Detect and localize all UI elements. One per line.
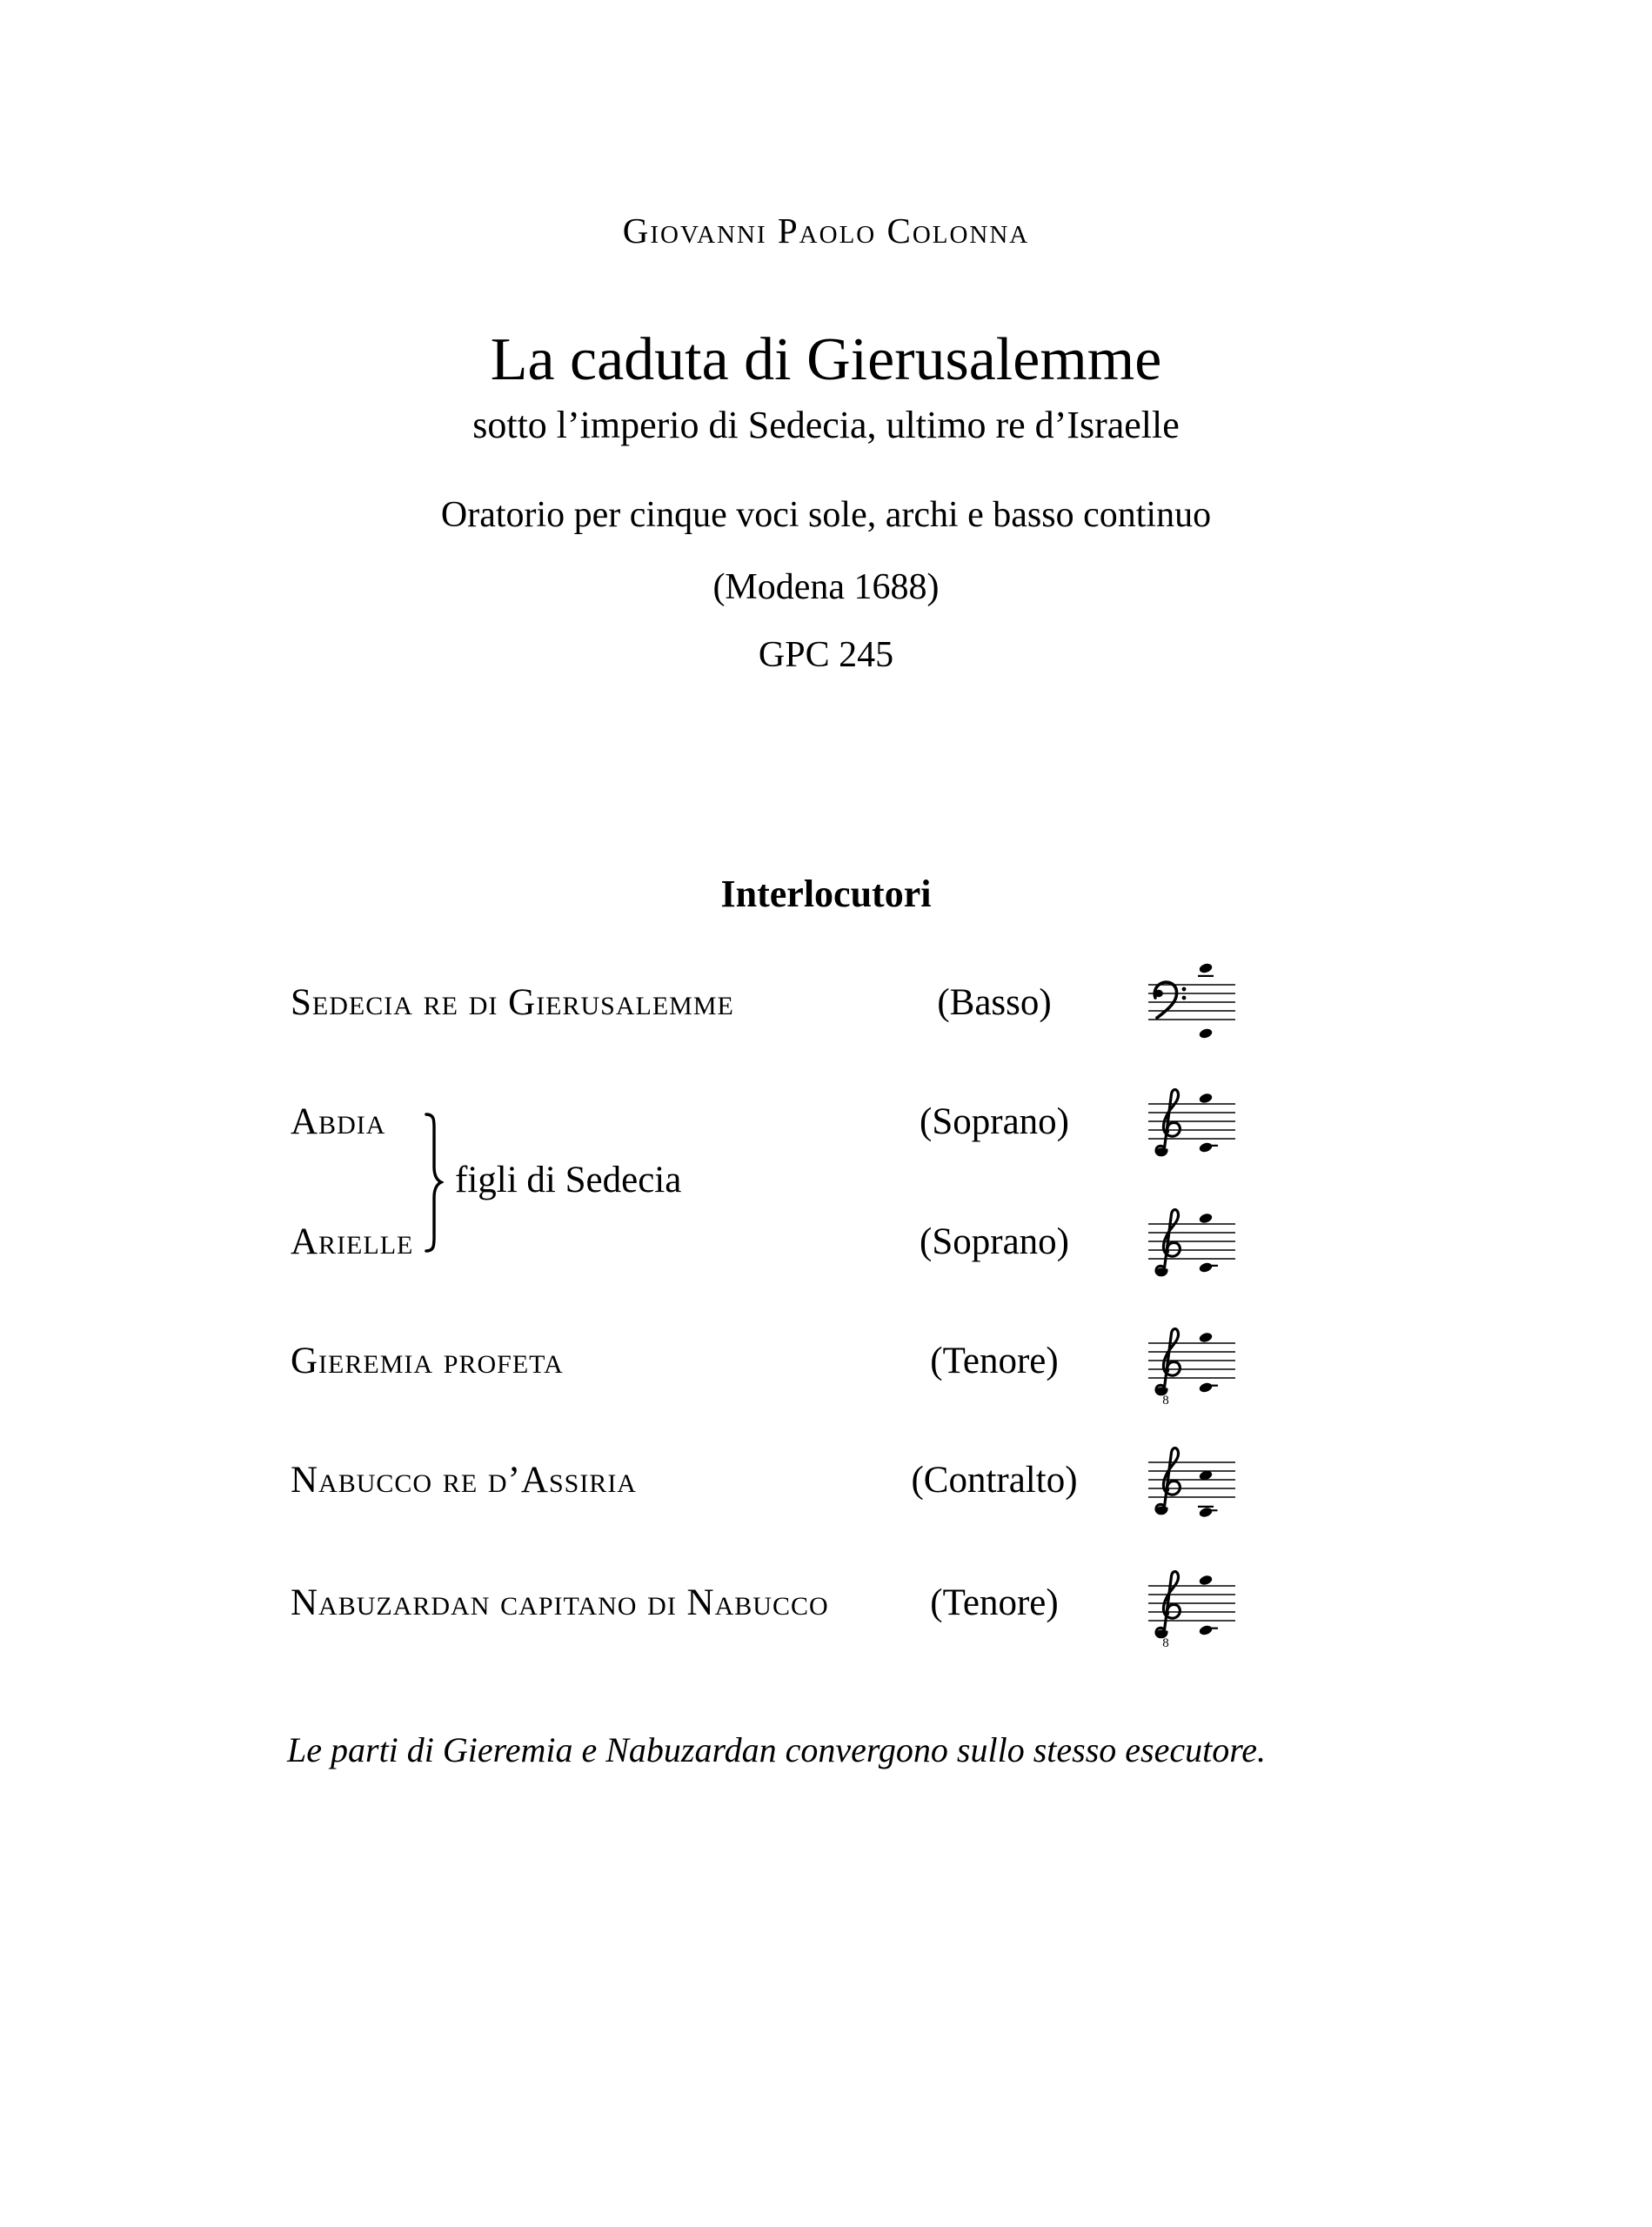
- ledger-line: [1198, 1506, 1214, 1508]
- range-note-low: [1198, 1027, 1213, 1040]
- range-note-low: [1198, 1141, 1213, 1154]
- page-subtitle: sotto l’imperio di Sedecia, ultimo re d’Israelle: [472, 404, 1180, 446]
- range-note-high: [1198, 1093, 1213, 1105]
- octave-8-mark: 8: [1162, 1636, 1169, 1650]
- person-name: Nabuzardan capitano di Nabucco: [291, 1582, 829, 1623]
- person-name: Sedecia re di Gierusalemme: [291, 982, 734, 1023]
- scoring-line: Oratorio per cinque voci sole, archi e basso continuo: [440, 495, 1212, 535]
- interlocutori-heading: Interlocutori: [720, 873, 932, 915]
- octave-8-mark: 8: [1162, 1394, 1169, 1408]
- voice-label: (Tenore): [930, 1582, 1059, 1623]
- treble-clef-icon: [1156, 1329, 1180, 1394]
- bass-clef-staff-icon: [1148, 954, 1235, 1054]
- person-name: Arielle: [291, 1221, 414, 1262]
- person-name: Gieremia profeta: [291, 1341, 564, 1381]
- treble-clef-8-staff-icon: [1148, 1555, 1235, 1655]
- treble-clef-icon: [1156, 1210, 1180, 1275]
- range-note-low: [1198, 1507, 1213, 1519]
- treble-clef-staff-icon: [1148, 1194, 1235, 1294]
- voice-label: (Basso): [937, 982, 1052, 1023]
- range-note-high: [1198, 1575, 1213, 1587]
- place-year-line: (Modena 1688): [712, 567, 940, 607]
- catalog-number: GPC 245: [758, 635, 894, 675]
- treble-clef-icon: [1156, 1572, 1180, 1637]
- page-title: La caduta di Gierusalemme: [490, 326, 1162, 393]
- treble-clef-8-staff-icon: [1148, 1313, 1235, 1413]
- voice-label: (Soprano): [920, 1221, 1069, 1262]
- group-brace-icon: [423, 1113, 444, 1253]
- person-name: Abdia: [291, 1101, 386, 1142]
- range-note-high: [1198, 962, 1213, 974]
- page-author: Giovanni Paolo Colonna: [622, 211, 1030, 251]
- voice-label: (Soprano): [920, 1101, 1069, 1142]
- voice-label: (Tenore): [930, 1341, 1059, 1381]
- range-note-high: [1198, 1213, 1213, 1225]
- range-note-high: [1198, 1332, 1213, 1344]
- group-label: figli di Sedecia: [455, 1160, 682, 1200]
- footnote: Le parti di Gieremia e Nabuzardan convergono sullo stesso esecutore.: [287, 1730, 1267, 1769]
- treble-clef-icon: [1156, 1448, 1180, 1514]
- treble-clef-staff-icon: [1148, 1073, 1235, 1174]
- range-note-low: [1198, 1261, 1213, 1274]
- treble-clef-staff-icon: [1148, 1432, 1235, 1532]
- ledger-line: [1198, 975, 1214, 977]
- range-note-low: [1198, 1624, 1213, 1636]
- voice-label: (Contralto): [911, 1460, 1078, 1501]
- range-note-low: [1198, 1381, 1213, 1394]
- treble-clef-icon: [1156, 1090, 1180, 1155]
- person-name: Nabucco re d’Assiria: [291, 1460, 637, 1501]
- bass-clef-icon: [1154, 982, 1186, 1018]
